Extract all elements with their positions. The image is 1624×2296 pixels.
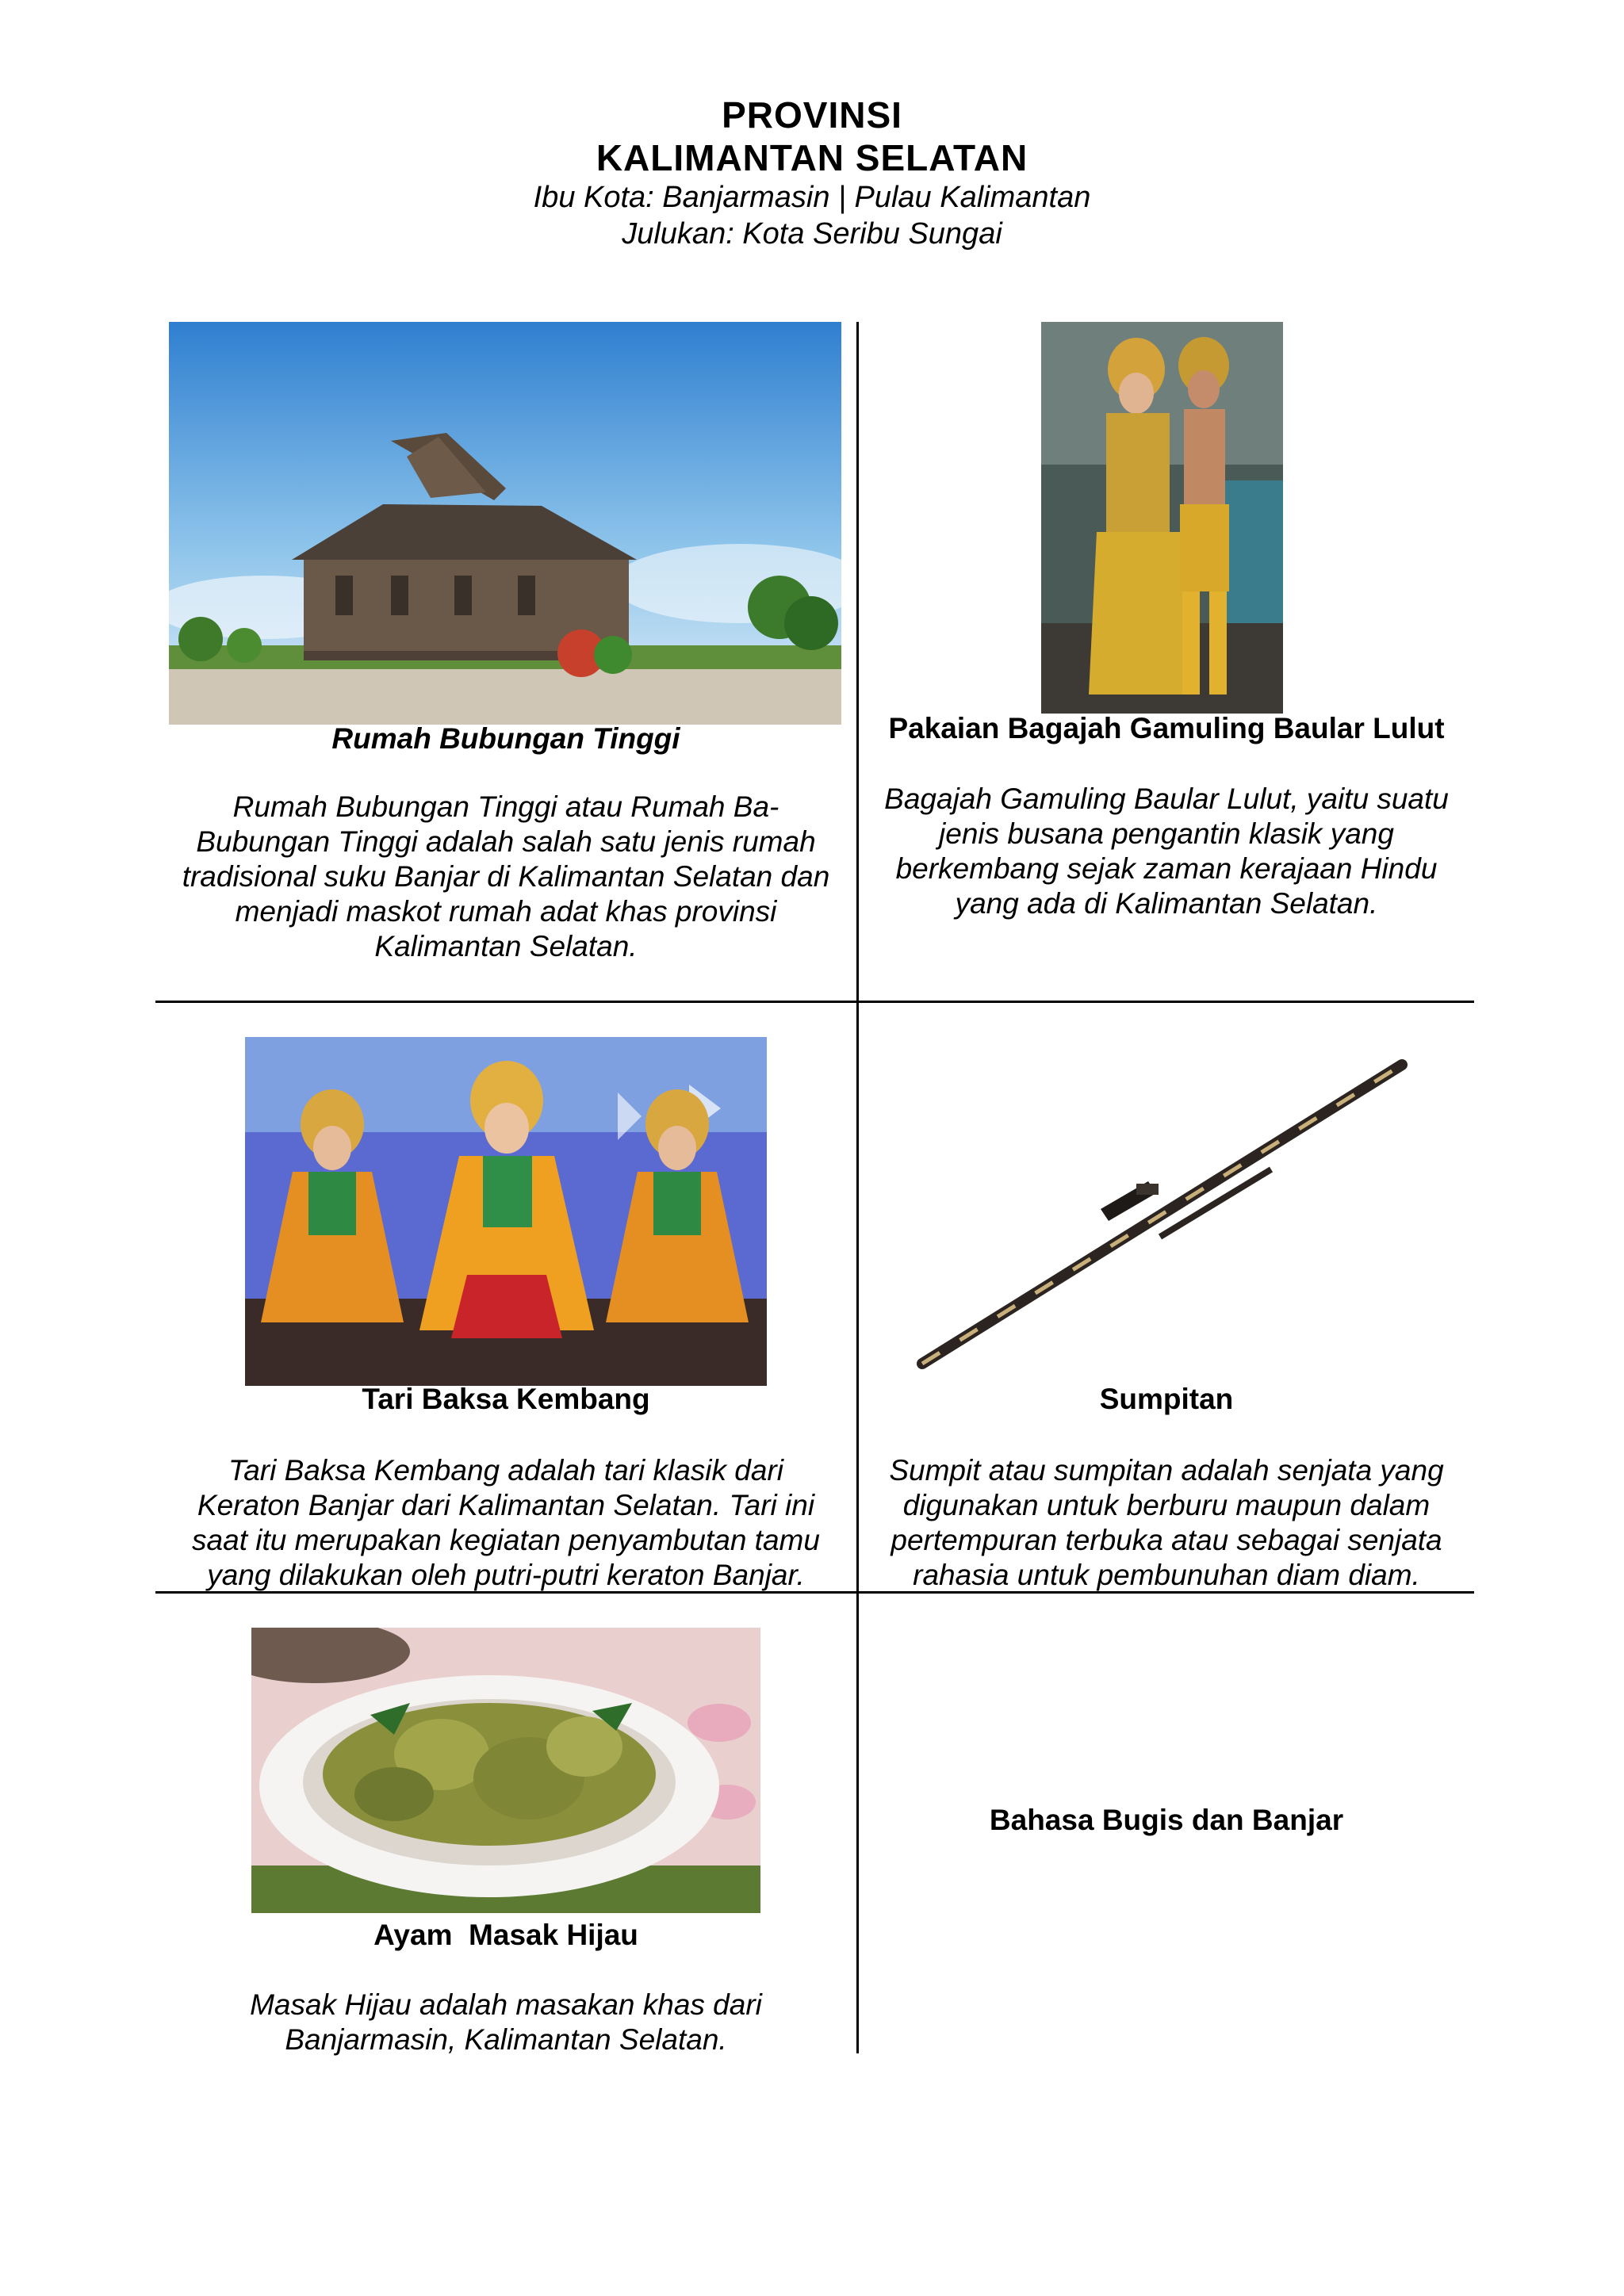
cell-makanan <box>155 1594 856 2069</box>
pakaian-desc-line: Bagajah Gamuling Baular Lulut, yaitu suatu <box>884 783 1449 815</box>
rumah-title: Rumah Bubungan Tinggi <box>331 722 680 755</box>
tari-baksa-kembang-photo <box>245 1037 767 1386</box>
tari-desc-line: yang dilakukan oleh putri-putri keraton Banjar. <box>207 1559 805 1591</box>
document-header <box>0 94 1624 252</box>
sumpitan-desc-line: Sumpit atau sumpitan adalah senjata yang <box>889 1454 1444 1487</box>
cell-tarian <box>155 1003 856 1591</box>
rumah-desc-line: Rumah Bubungan Tinggi atau Rumah Ba- <box>232 790 779 823</box>
rumah-desc-line: tradisional suku Banjar di Kalimantan Selatan dan <box>182 860 830 893</box>
pakaian-desc-line: berkembang sejak zaman kerajaan Hindu <box>895 852 1438 885</box>
nickname-line: Julukan: Kota Seribu Sungai <box>622 217 1002 251</box>
province-label: PROVINSI <box>722 94 902 136</box>
cell-rumah-adat <box>155 322 856 1001</box>
makanan-title: Ayam Masak Hijau <box>373 1919 638 1951</box>
sumpitan-desc-line: digunakan untuk berburu maupun dalam <box>902 1489 1431 1521</box>
pakaian-desc-line: jenis busana pengantin klasik yang <box>939 817 1394 850</box>
pakaian-description <box>859 782 1474 921</box>
makanan-description <box>155 1988 856 2057</box>
pakaian-desc-line: yang ada di Kalimantan Selatan. <box>955 887 1378 920</box>
ayam-masak-hijau-photo <box>251 1628 760 1913</box>
sumpitan-desc-line: rahasia untuk pembunuhan diam diam. <box>913 1559 1420 1591</box>
pakaian-adat-photo <box>1041 322 1283 714</box>
capital-line: Ibu Kota: Banjarmasin | Pulau Kalimantan <box>533 181 1091 214</box>
tari-desc-line: Tari Baksa Kembang adalah tari klasik dari <box>228 1454 783 1487</box>
cell-pakaian-adat <box>859 322 1474 1001</box>
rumah-desc-line: menjadi maskot rumah adat khas provinsi <box>235 895 777 928</box>
cell-bahasa <box>859 1594 1474 2069</box>
cell-senjata <box>859 1003 1474 1591</box>
tari-desc-line: Keraton Banjar dari Kalimantan Selatan. Tari ini <box>197 1489 815 1521</box>
bahasa-title: Bahasa Bugis dan Banjar <box>989 1804 1344 1836</box>
rumah-desc-line: Kalimantan Selatan. <box>374 930 638 962</box>
rumah-description <box>155 790 856 964</box>
province-name: KALIMANTAN SELATAN <box>596 137 1028 178</box>
makanan-desc-line: Banjarmasin, Kalimantan Selatan. <box>285 2023 727 2056</box>
makanan-desc-line: Masak Hijau adalah masakan khas dari <box>250 1988 762 2021</box>
rumah-desc-line: Bubungan Tinggi adalah salah satu jenis rumah <box>196 825 816 858</box>
tari-desc-line: saat itu merupakan kegiatan penyambutan tamu <box>192 1524 820 1556</box>
rumah-bubungan-tinggi-photo <box>169 322 841 725</box>
pakaian-title: Pakaian Bagajah Gamuling Baular Lulut <box>888 712 1445 744</box>
sumpitan-desc-line: pertempuran terbuka atau sebagai senjata <box>891 1524 1442 1556</box>
sumpitan-photo <box>914 1050 1422 1383</box>
tari-title: Tari Baksa Kembang <box>362 1383 650 1415</box>
sumpitan-description <box>859 1453 1474 1593</box>
sumpitan-title: Sumpitan <box>1099 1383 1234 1415</box>
tari-description <box>155 1453 856 1593</box>
